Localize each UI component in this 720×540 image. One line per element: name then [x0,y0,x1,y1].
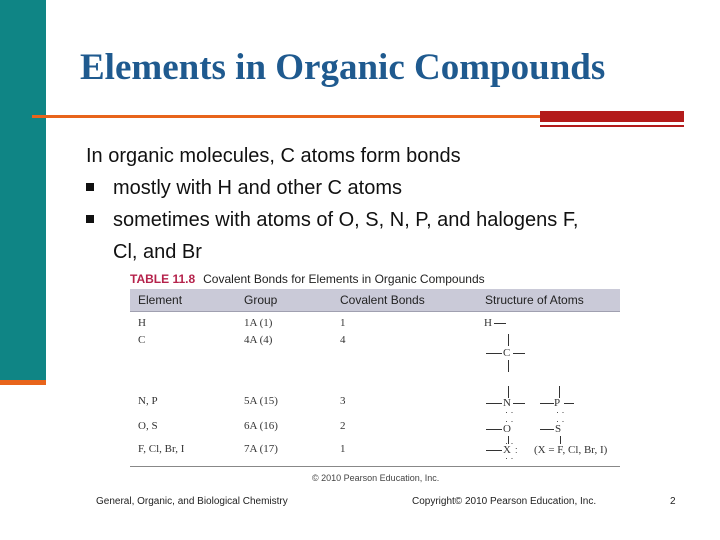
atom-c: C [503,347,511,359]
bullet-square-icon [86,215,94,223]
cell-group: 6A (16) [244,420,278,432]
intro-text: In organic molecules, C atoms form bonds [86,145,461,167]
cell-group: 7A (17) [244,443,278,455]
cell-element: O, S [138,420,158,432]
footer-course: General, Organic, and Biological Chemistry [96,496,288,507]
header-structure: Structure of Atoms [485,293,584,307]
left-accent-bar-orange [0,380,46,385]
bond-line [486,450,502,451]
bond-line [486,403,502,404]
cell-bonds: 1 [340,317,346,329]
bond-line [560,436,561,444]
lone-pair-dots: : [515,445,518,455]
bond-line [564,403,574,404]
lone-pair-dots: · · [556,407,565,417]
bullet-text-continued: Cl, and Br [113,241,202,263]
table-caption-text: Covalent Bonds for Elements in Organic Compounds [203,272,485,286]
title-rule-red-thin [540,125,684,127]
header-covalent-bonds: Covalent Bonds [340,293,425,307]
bond-line [513,403,525,404]
header-group: Group [244,293,278,307]
atom-o: O [503,423,511,435]
atom-s: S [555,423,562,435]
atom-n: N [503,397,511,409]
lone-pair-dots: · · [505,407,514,417]
bullet-square-icon [86,183,94,191]
lone-pair-dots: · · [505,453,514,463]
bullet-item [86,204,686,268]
atom-h: H [484,317,492,329]
bond-line [540,429,554,430]
bullet-text: sometimes with atoms of O, S, N, P, and halogens F, [113,209,579,231]
bond-line [486,353,502,354]
structure-diagrams [478,312,628,467]
bond-line [508,360,509,372]
cell-bonds: 3 [340,395,346,407]
title-rule-red [540,111,684,122]
cell-group: 5A (15) [244,395,278,407]
header-element: Element [138,293,183,307]
bond-line [513,353,525,354]
bond-line [508,334,509,346]
cell-element: F, Cl, Br, I [138,443,185,455]
atom-x: X [503,444,511,456]
lone-pair-dots: · · [505,416,514,426]
slide-title: Elements in Organic Compounds [80,47,606,88]
footer-page-number: 2 [670,496,676,507]
cell-element: C [138,334,146,346]
left-accent-bar [0,0,46,382]
table-bottom-rule [130,466,620,467]
cell-bonds: 1 [340,443,346,455]
title-rule-orange [32,115,540,118]
table-header-row [130,289,620,312]
lone-pair-dots: · · [556,416,565,426]
cell-bonds: 4 [340,334,346,346]
table-copyright: © 2010 Pearson Education, Inc. [312,473,440,483]
bullet-text: mostly with H and other C atoms [113,177,402,199]
table-number: TABLE 11.8 [130,272,196,286]
bullet-item [86,172,686,204]
bond-line [494,323,506,324]
cell-bonds: 2 [340,420,346,432]
footer-copyright: Copyright© 2010 Pearson Education, Inc. [412,496,597,507]
atom-p: P [554,397,561,409]
cell-element: N, P [138,395,158,407]
slide-body [86,140,686,268]
bond-line [540,403,554,404]
bond-line [486,429,502,430]
table-caption [130,272,485,286]
cell-group: 1A (1) [244,317,273,329]
lone-pair-dots: · · [505,438,514,448]
cell-element: H [138,317,146,329]
halogen-note: (X = F, Cl, Br, I) [534,444,608,456]
cell-group: 4A (4) [244,334,273,346]
